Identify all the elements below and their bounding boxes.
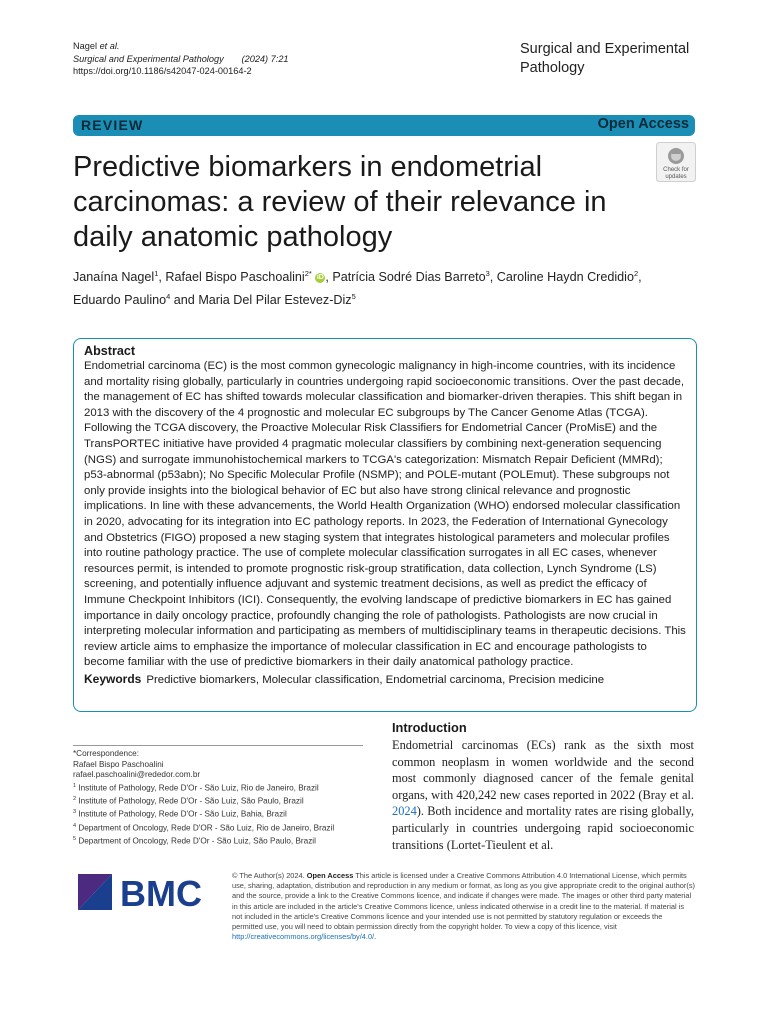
correspondence-email[interactable]: rafael.paschoalini@rededor.com.br [73,770,201,780]
abstract-heading: Abstract [84,344,136,358]
journal-name-line2: Pathology [520,60,585,76]
author-name: Rafael Bispo Paschoalini [165,270,305,285]
orcid-icon[interactable]: iD [316,273,324,281]
affiliation-item [73,807,363,820]
affiliation-number: 1 [73,782,77,789]
affiliation-number: 2 [73,796,77,803]
author-affiliation: 2* [304,269,312,278]
affiliation-text: Department of Oncology, Rede D'Or - São Luiz, São Paulo, Brazil [78,836,316,846]
license-open-access: Open Access [306,871,354,880]
license-url[interactable]: http://creativecommons.org/licenses/by/4.0/ [232,932,375,942]
header-authors: Nagel [73,41,100,51]
authors-and: and [173,293,195,308]
abstract-box [73,338,697,712]
article-type-label: REVIEW [81,117,144,133]
license-suffix: . [374,932,377,942]
affiliation-text: Department of Oncology, Rede D'OR - São Luiz, Rio de Janeiro, Brazil [78,823,335,833]
affiliation-number: 5 [73,836,77,843]
bmc-logo-text: BMC [120,873,202,912]
citation-link[interactable]: 2024 [392,804,417,819]
running-header [73,40,289,78]
keywords-label: Keywords [84,671,142,686]
open-access-label: Open Access [597,116,689,132]
doi-link[interactable]: https://doi.org/10.1186/s42047-024-00164-2 [73,66,252,76]
author-name: Caroline Haydn Credidio [496,270,634,285]
article-type-banner [73,115,695,136]
article-title: Predictive biomarkers in endometrial carcinomas: a review of their relevance in daily anatomic pathology [73,151,607,253]
author-affiliation: 1 [154,269,159,278]
author-list: Janaína Nagel$^1$, Rafael Bispo Paschoalini$^{2*}$ iD , Patrícia Sodré Dias Barreto$^3$, Caroline Haydn Credidio$^2$, Eduardo Paulino$^4$ and Maria Del Pilar Estevez-Diz$^5$ [73,269,642,308]
keywords-text: Predictive biomarkers, Molecular classification, Endometrial carcinoma, Precision medicine [146,673,605,686]
introduction-text [392,737,694,853]
journal-name [520,40,720,78]
affiliation-number: 3 [73,809,77,816]
intro-text-b: ). Both incidence and mortality rates are rising globally, particularly in countries undergoing rapid socioeconomic transitions (Lortet-Tieulent et al. [392,804,694,852]
license-prefix: © The Author(s) 2024. [232,871,307,880]
badge-line2: updates [665,174,687,180]
introduction-heading: Introduction [392,720,467,735]
affiliation-item [73,781,363,794]
correspondence-notes [73,745,363,847]
affiliation-item [73,821,363,834]
header-journal: Surgical and Experimental Pathology [73,53,224,64]
license-body: This article is licensed under a Creative Commons Attribution 4.0 International License, which permits use, sharing, adaptation, distribution and reproduction in any medium or format, as long as you give appropriate credit to the original author(s) and the source, provide a link to the Creative Commons licence, and indicate if changes were made. The images or other third party material in this article are included in the article's Creative Commons licence, unless indicated otherwise in a credit line to the material. If material is not included in the article's Creative Commons licence and your intended use is not permitted by statutory regulation or exceeds the permitted use, you will need to obtain permission directly from the copyright holder. To view a copy of this licence, visit [232,871,695,932]
affiliation-item [73,834,363,847]
author-name: Janaína Nagel [73,270,155,285]
author-affiliation: 5 [351,292,356,302]
correspondence-label: *Correspondence: [73,749,139,758]
affiliation-item [73,794,363,807]
author-affiliation: 2 [633,269,639,278]
check-for-updates-icon[interactable] [656,142,696,182]
affiliation-text: Institute of Pathology, Rede D'Or - São Luiz, Rio de Janeiro, Brazil [78,783,319,793]
header-etal: et al. [99,41,120,51]
author-affiliation: 3 [485,269,490,278]
correspondence-name: Rafael Bispo Paschoalini [73,759,164,769]
affiliation-text: Institute of Pathology, Rede D'Or - São Luiz, Bahia, Brazil [78,810,287,820]
author-affiliation: 4 [166,292,171,302]
intro-text-a: Endometrial carcinomas (ECs) rank as the sixth most common neoplasm in women worldwide and the second most commonly diagnosed cancer of the female genital organs, with 420,242 new cases reported in 2022 (Bray et al. [392,738,694,802]
keywords [84,672,686,689]
journal-name-line1: Surgical and Experimental [520,41,690,57]
header-year-volume: (2024) 7:21 [241,53,289,64]
author-name: Eduardo Paulino [73,293,167,308]
author-name: Patrícia Sodré Dias Barreto [332,270,486,285]
affiliation-number: 4 [73,822,77,829]
author-name: Maria Del Pilar Estevez-Diz [198,293,352,308]
license-text [232,871,695,942]
abstract-text: Endometrial carcinoma (EC) is the most common gynecologic malignancy in high-income countries, with its incidence and mortality rising globally, particularly in countries undergoing rapid socioeconomic transitions. Over the past decade, the management of EC has shifted towards molecular classification and biomarker-driven therapies. This shift began in 2013 with the discovery of the 4 prognostic and molecular EC subgroups by The Cancer Genome Atlas (TCGA). Following the TCGA discovery, the Proactive Molecular Risk Classifiers for Endometrial Cancer (ProMisE) and the TransPORTEC initiative have provided 4 pragmatic molecular classifiers by combining next-generation sequencing (NGS) and surrogate immunohistochemical markers to TCGA's categorization: Mismatch Repair Deficient (MMRd); p53-abnormal (p53abn); No Specific Molecular Profile (NSMP); and POLE-mutant (POLEmut). These subgroups not only provide insights into the biological behavior of EC but also have strong clinical relevance and prognostic implications. In line with these advancements, the World Health Organization (WHO) endorsed molecular classification in 2020, advocating for its integration into EC pathology reports. In 2023, the Federation of International Gynecology and Obstetrics (FIGO) proposed a new staging system that integrates histological parameters and molecular profiles into routine pathology practice. The use of complete molecular classification surrogates in all EC cases, whenever resources permit, is intended to promote prognostic risk-group stratification, data collection, Lynch Syndrome (LS) screening, and potentially influence adjuvant and systemic treatment decisions, as well as predict the efficacy of Immune Checkpoint Inhibitors (ICI). Consequently, the evolving landscape of predictive biomarkers in EC has gained importance in daily oncology practice, profoundly changing the role of pathologists. Pathologists are now crucial in interpreting molecular information and participating as members of multidisciplinary teams in therapeutic decisions. This review article aims to emphasize the importance of molecular classification in EC and encourage pathologists to become familiar with the use of predictive biomarkers in their daily anatomical pathology practice. [84,360,686,669]
badge-line1: Check for [663,167,689,173]
bmc-logo [78,872,218,912]
affiliation-text: Institute of Pathology, Rede D'Or - São Luiz, São Paulo, Brazil [78,796,304,806]
footnote-divider [73,745,363,746]
